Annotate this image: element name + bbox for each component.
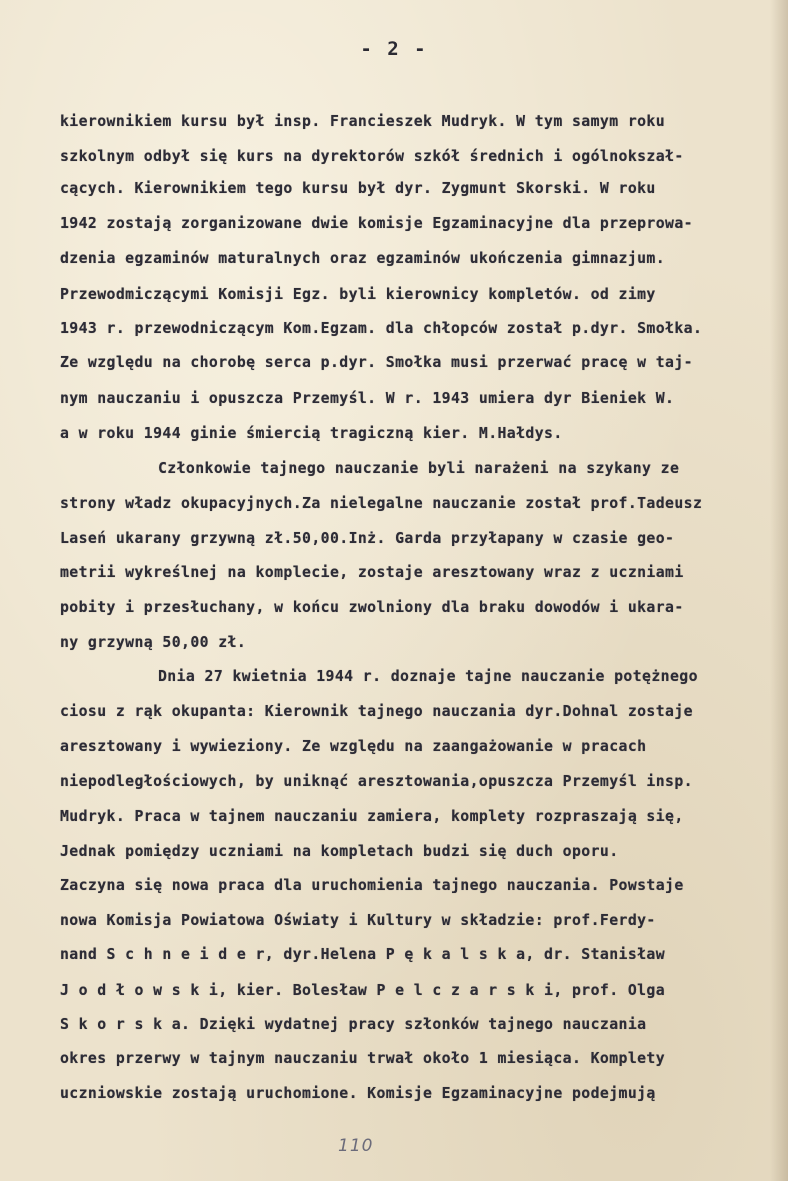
text-line: a w roku 1944 ginie śmiercią tragiczną kier. M.Hałdys. — [60, 425, 563, 442]
text-line: ciosu z rąk okupanta: Kierownik tajnego nauczania dyr.Dohnal zostaje — [60, 703, 693, 720]
text-line: Dnia 27 kwietnia 1944 r. doznaje tajne nauczanie potężnego — [158, 668, 698, 685]
page-edge-shadow — [770, 0, 788, 1181]
text-line: Zaczyna się nowa praca dla uruchomienia tajnego nauczania. Powstaje — [60, 877, 684, 894]
text-line: ny grzywną 50,00 zł. — [60, 634, 247, 651]
text-line: Mudryk. Praca w tajnem nauczaniu zamiera, komplety rozpraszają się, — [60, 808, 684, 825]
text-line: S k o r s k a. Dzięki wydatnej pracy szłonków tajnego nauczania — [60, 1016, 647, 1033]
text-line: nand S c h n e i d e r, dyr.Helena P ę k a l s k a, dr. Stanisław — [60, 946, 666, 963]
page-number: - 2 - — [360, 38, 428, 60]
archive-number: 110 — [338, 1136, 374, 1156]
text-line: J o d ł o w s k i, kier. Bolesław P e l c z a r s k i, prof. Olga — [60, 982, 666, 999]
text-line: niepodległościowych, by uniknąć aresztowania,opuszcza Przemyśl insp. — [60, 773, 693, 790]
text-line: nym nauczaniu i opuszcza Przemyśl. W r. 1943 umiera dyr Bieniek W. — [60, 390, 675, 407]
text-line: dzenia egzaminów maturalnych oraz egzaminów ukończenia gimnazjum. — [60, 250, 666, 267]
text-line: Członkowie tajnego nauczanie byli narażeni na szykany ze — [158, 460, 680, 477]
text-line: szkolnym odbył się kurs na dyrektorów szkół średnich i ogólnokszał- — [60, 148, 684, 165]
text-line: okres przerwy w tajnym nauczaniu trwał około 1 miesiąca. Komplety — [60, 1050, 666, 1067]
text-line: pobity i przesłuchany, w końcu zwolniony dla braku dowodów i ukara- — [60, 599, 684, 616]
text-line: Jednak pomiędzy uczniami na kompletach budzi się duch oporu. — [60, 843, 619, 860]
text-line: 1943 r. przewodniczącym Kom.Egzam. dla chłopców został p.dyr. Smołka. — [60, 320, 703, 337]
text-line: Przewodmiczącymi Komisji Egz. byli kierownicy kompletów. od zimy — [60, 286, 656, 303]
text-line: 1942 zostają zorganizowane dwie komisje Egzaminacyjne dla przeprowa- — [60, 215, 693, 232]
text-line: Ze względu na chorobę serca p.dyr. Smołka musi przerwać pracę w taj- — [60, 354, 693, 371]
text-line: aresztowany i wywieziony. Ze względu na zaangażowanie w pracach — [60, 738, 647, 755]
text-line: Laseń ukarany grzywną zł.50,00.Inż. Garda przyłapany w czasie geo- — [60, 530, 675, 547]
text-line: uczniowskie zostają uruchomione. Komisje Egzaminacyjne podejmują — [60, 1085, 656, 1102]
text-line: cących. Kierownikiem tego kursu był dyr. Zygmunt Skorski. W roku — [60, 180, 656, 197]
text-line: kierownikiem kursu był insp. Francieszek Mudryk. W tym samym roku — [60, 113, 666, 130]
text-line: nowa Komisja Powiatowa Oświaty i Kultury w składzie: prof.Ferdy- — [60, 912, 656, 929]
text-line: metrii wykreślnej na komplecie, zostaje aresztowany wraz z uczniami — [60, 564, 684, 581]
text-line: strony władz okupacyjnych.Za nielegalne nauczanie został prof.Tadeusz — [60, 495, 703, 512]
